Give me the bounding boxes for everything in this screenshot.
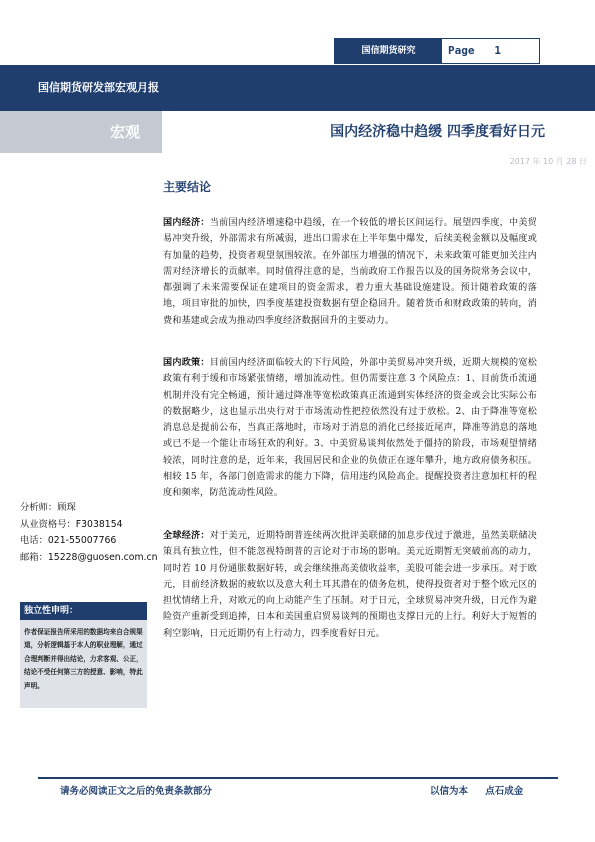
header-box [334,38,540,64]
report-title: 国内经济稳中趋缓 四季度看好日元 [330,124,545,140]
company-short-name: 国信期货研究 [335,39,442,63]
footer-disclaimer-note: 请务必阅读正文之后的免责条款部分 [60,786,213,797]
title-box [162,111,595,153]
paragraph-domestic-economy [163,215,537,329]
section-heading: 主要结论 [163,180,212,194]
sector-label: 宏观 [110,123,141,141]
department-banner [0,65,595,111]
analyst-phone: 电话：021-55007766 [20,535,117,547]
analyst-license: 从业资格号：F3038154 [20,518,123,530]
page-label: Page [448,44,475,57]
analyst-email[interactable]: 邮箱：15228@guosen.com.cn [20,551,158,563]
department-name: 国信期货研发部宏观月报 [38,81,159,94]
report-date: 2017 年 10 月 28 日 [509,157,587,166]
paragraph-text: 当前国内经济增速稳中趋缓，在一个较低的增长区间运行。展望四季度，中美贸易冲突升级，外部需求有所减弱，进出口需求在上半年集中爆发，后续美税金额以及幅度或有加量的趋势，投资者观望氛围较浓。在外部压力增强的情况下，未来政策可能更加关注内需对经济增长的贡献率。同时值得注意的是，当前政府工作报告以及的国务院常务会议中，都强调了未来需要保证在建项目的资金需求，着力重大基础设施建设。预计随着政策的落地，项目审批的加快，四季度基建投资数据有望企稳回升。随着货币和财政政策的转向，消费和基建或会成为推动四季度经济数据回升的主要动力。 [163,218,537,326]
disclaimer-heading: 独立性申明： [20,602,147,620]
paragraph-label: 国内经济： [163,217,210,228]
paragraph-label: 国内政策： [163,357,210,368]
paragraph-label: 全球经济： [163,530,210,541]
footer-slogan: 以信为本 点石成金 [430,786,524,797]
paragraph-domestic-policy [163,355,537,502]
paragraph-text: 目前国内经济面临较大的下行风险，外部中美贸易冲突升级，近期大规模的宽松政策有利于缓和市场紧张情绪，增加流动性。但仍需要注意 3 个风险点：1、目前货币流通机制并没有完全畅通，预计通过降准等宽松政策真正流通到实体经济的资金或会比实际公布的数据略少，这也显示出央行对于市场流动性把控依然没有过于放松。2、由于降准等宽松消息总是提前公布，当真正落地时，市场对于消息的消化已经接近尾声，降准等消息的落地或已不是一个能让市场狂欢的利好。3、中美贸易谈判依然处于僵持的阶段，市场观望情绪较浓，同时注意的是，近年来，我国居民和企业的负债正在逐年攀升，地方政府债务积压。相较 15 年，各部门创造需求的能力下降，信用违约风险高企。提醒投资者注意加杠杆的程度和频率，防范流动性风险。 [163,358,537,499]
analyst-info [20,500,157,566]
analyst-name: 分析师：顾琛 [20,502,76,513]
paragraph-text: 对于美元，近期特朗普连续两次批评美联储的加息步伐过于激进，虽然美联储决策具有独立性，但不能忽视特朗普的言论对于市场的影响。美元近期暂无突破前高的动力，同时若 10 月份通胀数据好转，或会继续推高美债收益率，美股可能会进一步承压。对于欧元，目前经济数据的疲软以及意大利土耳其潜在的债务危机，使得投资者对于整个欧元区的担忧情绪上升，对欧元的向上动能产生了压制。对于日元，全球贸易冲突升级，日元作为避险资产重新受到追捧，日本和美国重启贸易谈判的预期也支撑日元的上行。利好大于短暂的利空影响，日元近期仍有上行动力，四季度看好日元。 [163,531,537,639]
disclaimer-body: 作者保证报告所采用的数据均来自合规渠道，分析逻辑基于本人的职业理解，通过合理判断并得出结论，力求客观、公正，结论不受任何第三方的授意、影响，特此声明。 [20,620,147,708]
footer-divider [38,777,558,779]
page-number: 1 [494,44,501,57]
paragraph-global-economy [163,528,537,642]
page-indicator [442,39,539,63]
